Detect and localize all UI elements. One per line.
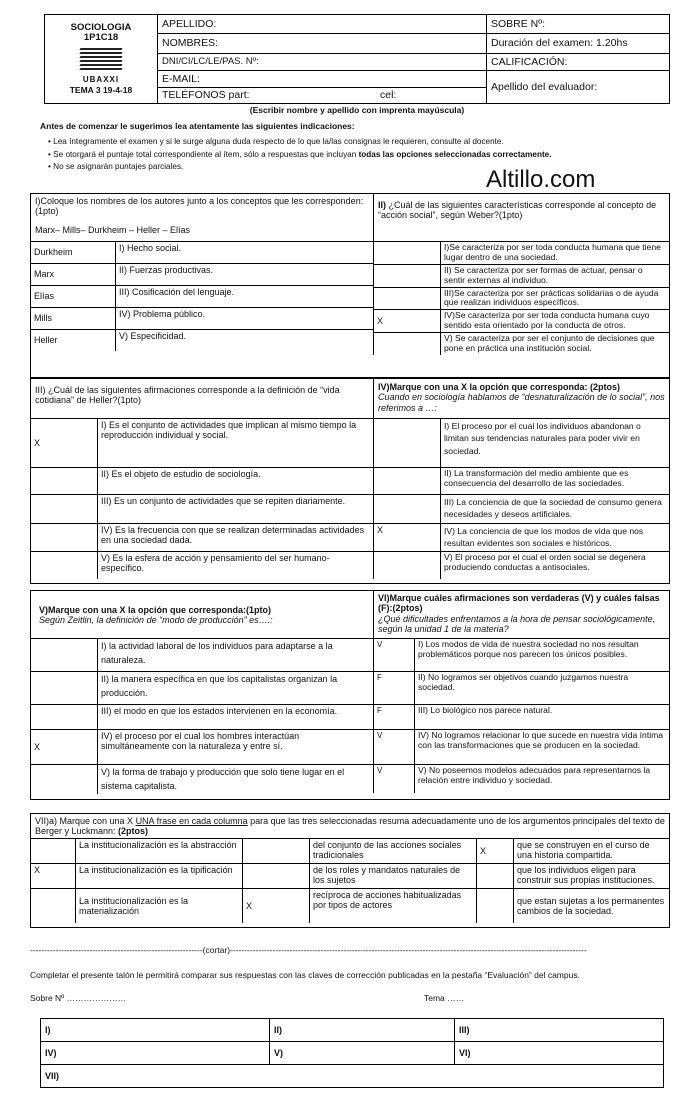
table-row [374,419,670,468]
answer-cell[interactable]: IV) [41,1042,270,1065]
q3-option: III) Es un conjunto de actividades que se repiten diariamente. [98,495,374,524]
q7-title: VII)a) Marque con una X [35,816,136,826]
q6-header [373,591,669,639]
q2-title: ¿Cuál de las siguientes características corresponde al concepto de “acción social”, según Weber?(1pto) [378,200,657,221]
table-row [41,1065,664,1088]
q5-mark-cell[interactable] [31,705,98,730]
table-row [31,639,373,672]
instruction-text: No se asignarán puntajes parciales. [53,162,184,171]
q5-option: II) la manera específica en que los capitalistas organizan la producción. [98,672,374,705]
q2-mark-cell[interactable] [374,264,441,287]
q6-option: II) No logramos ser objetivos cuando juzgamos nuestra sociedad. [415,672,670,705]
q2-option: I)Se caracteriza por ser toda conducta humana que tiene lugar dentro de una sociedad. [441,242,670,265]
q1-concept: II) Fuerzas productivas. [116,264,374,286]
dni-field[interactable]: DNI/CI/LC/LE/PAS. Nº: [158,54,487,71]
q4-table [373,418,669,579]
q7-option: La institucionalización es la abstracción [76,839,243,864]
q3-title: III) ¿Cuál de las siguientes afirmaciones corresponde a la definición de “vida cotidiana” de Heller?(1pto) [35,385,340,406]
email-field[interactable]: E-MAIL: [158,71,487,88]
q6-mark-cell[interactable]: F [374,705,415,730]
logo-cell [45,15,158,104]
q7-mark-cell[interactable]: X [243,889,310,924]
q3-table [31,418,373,579]
logo-code: 1P1C18 [83,32,119,44]
q3-option: II) Es el objeto de estudio de sociología. [98,468,374,495]
ubaxxi-logo-icon [80,46,122,72]
q4-mark-cell[interactable] [374,495,441,524]
q1-author-cell[interactable]: Marx [31,264,116,286]
table-row [31,765,373,795]
answer-cell[interactable]: II) [270,1019,455,1042]
table-row [31,889,669,924]
q1-concept: V) Especificidad. [116,330,374,352]
q1-concept: IV) Problema público. [116,308,374,330]
q7-mark-cell[interactable] [477,864,514,889]
table-row [374,264,670,287]
table-row [374,242,670,265]
sobre-field[interactable]: SOBRE Nº: [487,15,670,34]
q7-option: La institucionalización es la materialización [76,889,243,924]
footer-sobre: Sobre Nº ………………… [30,993,127,1003]
q2-option: III)Se caracteriza por ser prácticas solidarias o de ayuda que realizan individuos específicos. [441,287,670,310]
q7-option: La institucionalización es la tipificación [76,864,243,889]
table-row [31,839,669,864]
q4-option: IV) La conciencia de que los modos de vida que nos resultan evidentes son sociales e históricos. [441,524,670,552]
table-row [31,495,373,524]
q3-option: I) Es el conjunto de actividades que implican al mismo tiempo la reproducción individual y social. [98,419,374,468]
apellido-field[interactable]: APELLIDO: [158,15,487,34]
answer-cell[interactable]: VI) [455,1042,664,1065]
q2-option: II) Se caracteriza por ser formas de actuar, pensar o sentir externas al individuo. [441,264,670,287]
q7-mark-cell[interactable]: X [31,864,76,889]
q3-mark-cell[interactable] [31,552,98,580]
table-row [31,705,373,730]
q2-mark-cell[interactable]: X [374,310,441,333]
table-row [31,552,373,580]
q6-table [373,638,669,793]
table-row [31,730,373,765]
table-row [374,310,670,333]
q5-mark-cell[interactable] [31,672,98,705]
q4-mark-cell[interactable] [374,468,441,495]
q4-subtitle: Cuando en sociología hablamos de “desnaturalización de lo social”, nos referimos a …: [378,392,665,413]
q3-mark-cell[interactable] [31,495,98,524]
q7-table [31,838,669,923]
q5-option: V) la forma de trabajo y producción que solo tiene lugar en el sistema capitalista. [98,765,374,795]
section-q3-q4 [30,378,670,584]
q3-mark-cell[interactable] [31,468,98,495]
q7-option: del conjunto de las acciones sociales tradicionales [310,839,477,864]
q3-option: V) Es la esfera de acción y pensamiento del ser humano-específico. [98,552,374,580]
table-row [31,524,373,552]
q6-option: I) Los modos de vida de nuestra sociedad no nos resultan problemáticos porque nos parecen los únicos posibles. [415,639,670,672]
q6-mark-cell[interactable]: V [374,730,415,765]
q1-author-cell[interactable]: Heller [31,330,116,352]
q5-table [31,638,373,794]
q7-mark-cell[interactable] [243,839,310,864]
calificacion-field[interactable]: CALIFICACIÓN: [487,54,670,71]
q1-table [31,241,373,351]
q5-subtitle: Según Zeitlin, la definición de “modo de producción” es….: [39,615,273,626]
table-row [31,308,373,330]
q6-title: VI)Marque cuáles afirmaciones son verdaderas (V) y cuáles falsas (F):(2ptos) [378,593,660,614]
table-row [31,419,373,468]
table-row [374,333,670,355]
q1-authors: Marx– Mills– Durkheim – Heller – Elías [35,224,191,235]
q6-mark-cell[interactable]: V [374,639,415,672]
q5-mark-cell[interactable] [31,639,98,672]
q7-points: (2ptos) [118,826,149,837]
q6-option: V) No poseemos modelos adecuados para representarnos la relación entre individuo y sociedad. [415,765,670,794]
cel-label: cel: [380,89,397,102]
footer-note: Completar el presente talón le permitirá comparar sus respuestas con las claves de corrección publicadas en la pestaña “Evaluación” del campus. [30,970,580,980]
instruction-text: Se otorgará el puntaje total correspondiente al ítem, sólo a respuestas que incluyan [53,150,359,159]
instruction-bullet-1: • Lea íntegramente el examen y si le surge alguna duda respecto de lo que la/las consignas le requieren, consulte al docente. [48,137,504,146]
instruction-bullet-3: • No se asignarán puntajes parciales. [48,162,184,171]
q7-mark-cell[interactable]: X [477,839,514,864]
table-row [374,765,670,794]
header-table [44,14,670,104]
q4-header [373,379,669,419]
caps-note: (Escribir nombre y apellido con imprenta mayúscula) [249,105,465,115]
q7-option: que estan sujetas a los permanentes cambios de la sociedad. [514,889,670,924]
answer-cell[interactable]: VII) [41,1065,664,1088]
tema-label: TEMA 3 19-4-18 [69,84,133,95]
q4-mark-cell[interactable]: X [374,524,441,552]
logo-subject: SOCIOLOGIA [70,21,132,33]
table-row [374,552,670,580]
q4-option: III) La conciencia de que la sociedad de consumo genera necesidades y deseos artificiales. [441,495,670,524]
table-row [31,672,373,705]
nombres-field[interactable]: NOMBRES: [158,34,487,54]
q1-header [31,194,373,242]
q7-mark-cell[interactable] [31,839,76,864]
q5-option: IV) el proceso por el cual los hombres interactúan simultáneamente con la naturaleza y entre sí. [98,730,374,765]
q2-mark-cell[interactable] [374,287,441,310]
q6-option: III) Lo biológico nos parece natural. [415,705,670,730]
table-row [31,864,669,889]
q1-concept: I) Hecho social. [116,242,374,264]
logo-brand: UBAXXI [82,75,120,85]
table-row [374,705,670,730]
cut-line: -------------------------------------------------------------(cortar)------------------------------------------------------------------------------------------------------------------------------ [30,946,587,955]
evaluador-field[interactable]: Apellido del evaluador: [487,71,670,104]
duracion-label: Duración del examen: 1.20hs [487,34,670,54]
q4-title: IV)Marque con una X la opción que corresponda: (2ptos) [378,382,621,392]
q3-mark-cell[interactable] [31,524,98,552]
table-row [31,330,373,352]
q7-mark-cell[interactable] [243,864,310,889]
table-row [31,264,373,286]
table-row [41,1042,664,1065]
q6-mark-cell[interactable]: F [374,672,415,705]
q7-title-rest: para que las tres seleccionadas resuma adecuadamente uno de los argumentos principales del texto de Berger y Luckmann: [35,816,665,837]
q5-title: V)Marque con una X la opción que corresponda:(1pto) [39,605,272,615]
table-row [374,468,670,495]
q2-option: IV)Se caracteriza por ser toda conducta humana cuyo sentido esta orientado por la conducta de otros. [441,310,670,333]
q7-option: que se construyen en el curso de una historia compartida. [514,839,670,864]
q1-author-cell[interactable]: Mills [31,308,116,330]
table-row [31,468,373,495]
q4-option: V) El proceso por el cual el orden social se degenera produciendo conductas a antisociales. [441,552,670,580]
q2-option: V) Se caracteriza por ser el conjunto de decisiones que pone en práctica una institución social. [441,333,670,355]
answer-grid [40,1018,664,1088]
q5-option: III) el modo en que los estados intervienen en la economía. [98,705,374,730]
watermark: Altillo.com [486,166,596,193]
q7-option: que los individuos eligen para construir sus propias instituciones. [514,864,670,889]
q3-mark-cell[interactable]: X [31,419,98,468]
table-row [374,495,670,524]
q5-mark-cell[interactable]: X [31,730,98,765]
q1-author-cell[interactable]: Elías [31,286,116,308]
instruction-text: Lea íntegramente el examen y si le surge alguna duda respecto de lo que la/las consignas le requieren, consulte al docente. [53,137,504,146]
q4-option: II) La transformación del medio ambiente que es consecuencia del desarrollo de las sociedades. [441,468,670,495]
section-q7 [30,813,670,928]
instruction-bullet-2: • Se otorgará el puntaje total correspondiente al ítem, sólo a respuestas que incluyan todas las opciones seleccionadas correctamente. [48,150,552,159]
q7-option: de los roles y mandatos naturales de los sujetos [310,864,477,889]
q1-title: I)Coloque los nombres de los autores junto a los conceptos que les corresponden:(1pto) [35,196,364,217]
q4-option: I) El proceso por el cual los individuos abandonan o limitan sus tendencias naturales para poder vivir en sociedad. [441,419,670,468]
section-q5-q6 [30,590,670,800]
table-row [31,286,373,308]
q5-header [31,591,373,639]
table-row [374,672,670,705]
section-q1-q2 [30,193,670,378]
q6-option: IV) No logramos relacionar lo que sucede en nuestra vida íntima con las transformaciones que se producen en la sociedad. [415,730,670,765]
q1-concept: III) Cosificación del lenguaje. [116,286,374,308]
instructions-intro: Antes de comenzar le sugerimos lea atentamente las siguientes indicaciones: [40,121,355,131]
telefonos-field[interactable] [158,88,487,104]
q7-mark-cell[interactable] [477,889,514,924]
q6-subtitle: ¿Qué dificultades enfrentamos a la hora de pensar sociológicamente, según la unidad 1 de la materia? [378,613,656,635]
table-row [31,242,373,264]
q2-header [373,194,669,242]
q1-author-cell[interactable]: Durkheim [31,242,116,264]
q7-title-underline: UNA frase en cada columna [135,816,248,826]
q4-mark-cell[interactable] [374,552,441,580]
footer-tema: Tema …… [424,993,465,1003]
q3-option: IV) Es la frecuencia con que se realizan determinadas actividades en una sociedad dada. [98,524,374,552]
q6-mark-cell[interactable]: V [374,765,415,794]
answer-cell[interactable]: V) [270,1042,455,1065]
table-row [41,1019,664,1042]
q2-table [373,241,669,355]
table-row [374,639,670,672]
table-row [374,287,670,310]
instruction-text-bold: todas las opciones seleccionadas correctamente. [358,150,552,159]
table-row [374,524,670,552]
q2-mark-cell[interactable] [374,333,441,355]
q2-mark-cell[interactable] [374,242,441,265]
q5-option: I) la actividad laboral de los individuos para adaptarse a la naturaleza. [98,639,374,672]
q2-number: II) [378,200,389,210]
answer-cell[interactable]: I) [41,1019,270,1042]
q7-option: recíproca de acciones habitualizadas por tipos de actores [310,889,477,924]
telefonos-label: TELÉFONOS part: [162,89,250,102]
q5-mark-cell[interactable] [31,765,98,795]
q7-mark-cell[interactable] [31,889,76,924]
q3-header [31,379,373,419]
table-row [374,730,670,765]
answer-cell[interactable]: III) [455,1019,664,1042]
q7-header [31,814,669,838]
q4-mark-cell[interactable] [374,419,441,468]
